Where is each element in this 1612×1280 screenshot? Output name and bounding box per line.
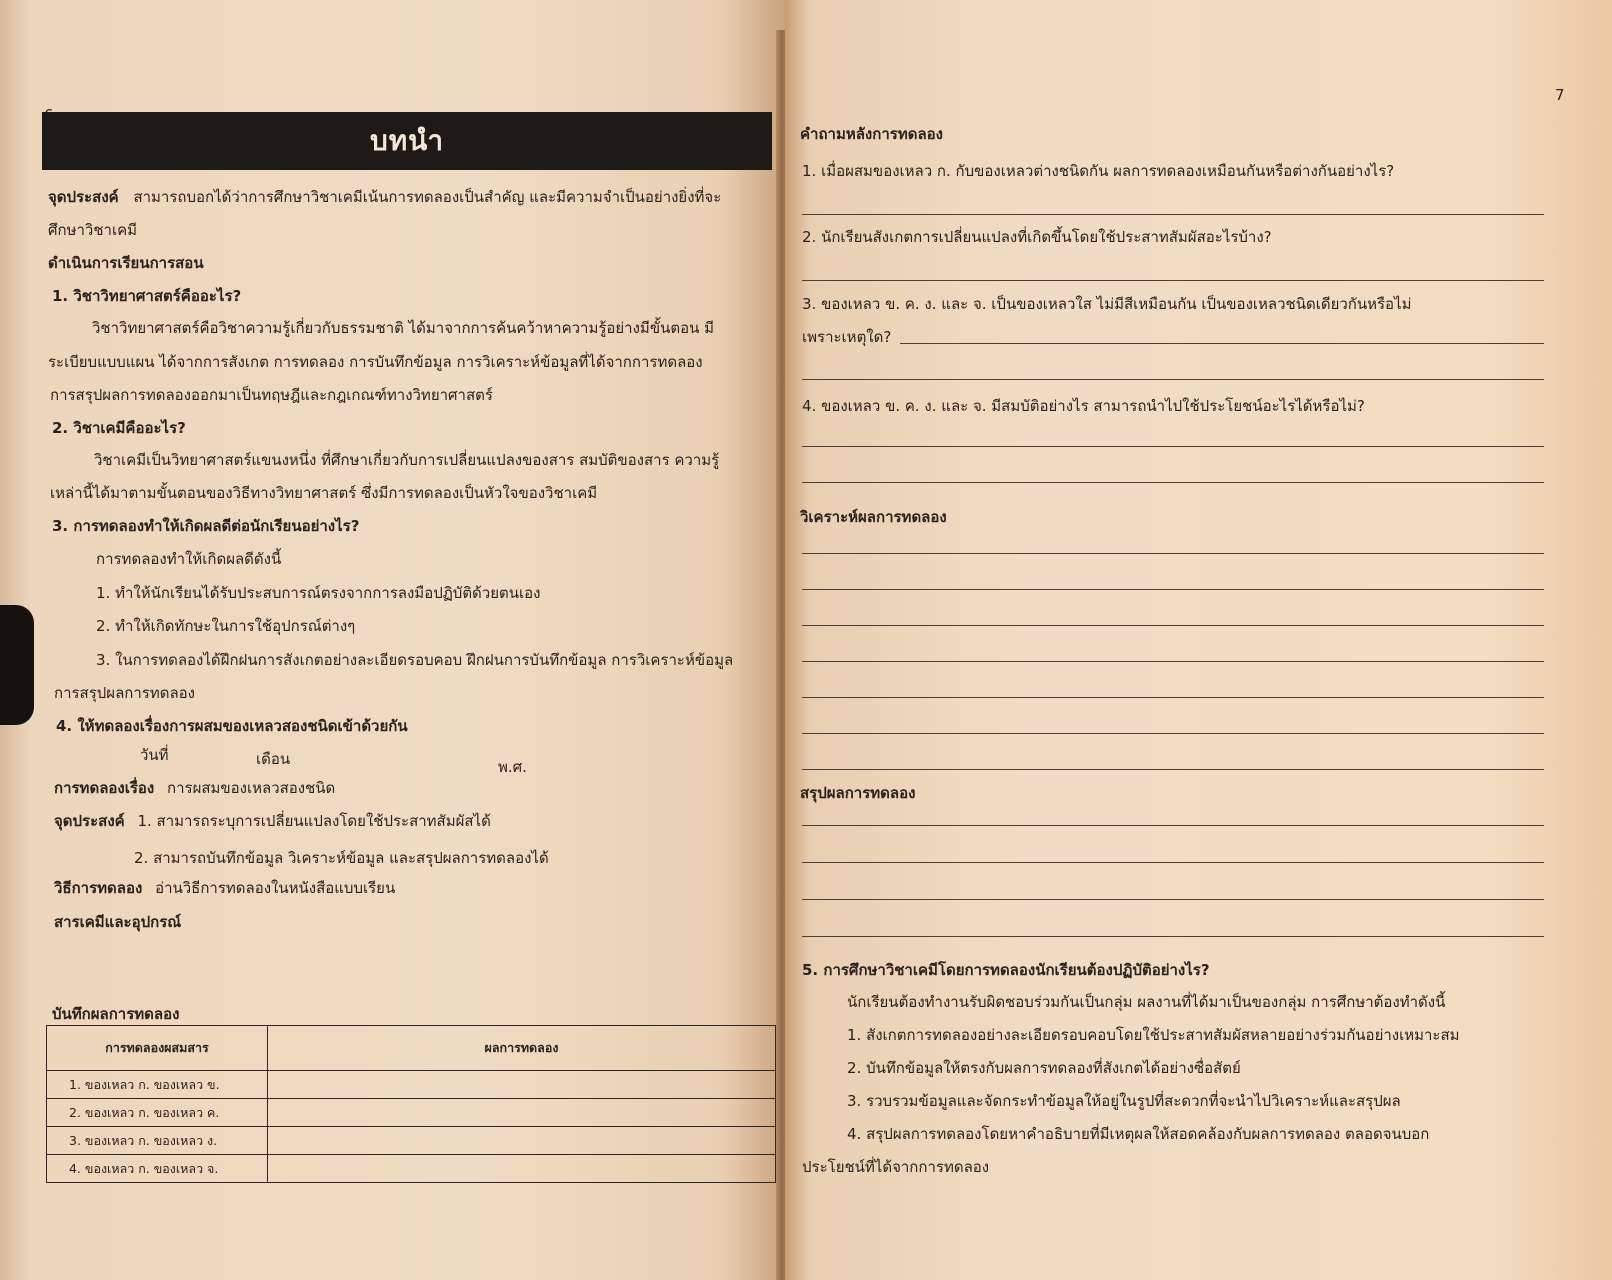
results-table [46, 1025, 776, 1183]
q5-intro: นักเรียนต้องทำงานรับผิดชอบร่วมกันเป็นกลุ่ม ผลงานที่ได้มาเป็นของกลุ่ม การศึกษาต้องทำดังนี้ [847, 993, 1446, 1011]
objective-2: 2. สามารถบันทึกข้อมูล วิเคราะห์ข้อมูล และสรุปผลการทดลองได้ [134, 849, 549, 867]
table-header-result: ผลการทดลอง [268, 1026, 776, 1071]
table-header-mix: การทดลองผสมสาร [47, 1026, 268, 1071]
table-row [47, 1071, 776, 1099]
answer-line[interactable] [802, 625, 1544, 626]
table-cell-mix: 2. ของเหลว ก. ของเหลว ค. [47, 1099, 268, 1127]
q3-item-1: 1. ทำให้นักเรียนได้รับประสบการณ์ตรงจากการลงมือปฏิบัติด้วยตนเอง [96, 584, 541, 602]
date-year-label: พ.ศ. [498, 758, 527, 776]
answer-line[interactable] [802, 553, 1544, 554]
left-page [0, 0, 785, 1280]
post-question-4: 4. ของเหลว ข. ค. ง. และ จ. มีสมบัติอย่างไร สามารถนำไปใช้ประโยชน์อะไรได้หรือไม่? [802, 397, 1365, 415]
date-day-label: วันที่ [140, 746, 169, 764]
conclude-heading: สรุปผลการทดลอง [800, 784, 916, 802]
table-row [47, 1127, 776, 1155]
answer-line[interactable] [802, 280, 1544, 281]
q3-item-2: 2. ทำให้เกิดทักษะในการใช้อุปกรณ์ต่างๆ [96, 617, 356, 635]
post-questions-heading: คำถามหลังการทดลอง [800, 125, 943, 143]
q2-heading: 2. วิชาเคมีคืออะไร? [52, 419, 186, 437]
table-cell-mix: 1. ของเหลว ก. ของเหลว ข. [47, 1071, 268, 1099]
objective-1: 1. สามารถระบุการเปลี่ยนแปลงโดยใช้ประสาทสัมผัสได้ [137, 812, 491, 830]
answer-line[interactable] [802, 697, 1544, 698]
method-text: อ่านวิธีการทดลองในหนังสือแบบเรียน [155, 879, 396, 897]
table-cell-result[interactable] [268, 1071, 776, 1099]
page-number: 7 [1555, 86, 1565, 104]
post-question-3: 3. ของเหลว ข. ค. ง. และ จ. เป็นของเหลวใส ไม่มีสีเหมือนกัน เป็นของเหลวชนิดเดียวกันหรือไม่ [802, 295, 1412, 313]
q3-item-3-cont: การสรุปผลการทดลอง [54, 684, 195, 702]
analyze-heading: วิเคราะห์ผลการทดลอง [800, 508, 947, 526]
purpose-line [48, 187, 721, 207]
table-row [47, 1155, 776, 1183]
answer-line[interactable] [802, 936, 1544, 937]
answer-line[interactable] [802, 214, 1544, 215]
method-label: วิธีการทดลอง [54, 879, 143, 897]
q3-heading: 3. การทดลองทำให้เกิดผลดีต่อนักเรียนอย่างไร? [52, 517, 360, 535]
answer-line[interactable] [802, 769, 1544, 770]
answer-line[interactable] [900, 343, 1544, 344]
q1-paragraph-1: วิชาวิทยาศาสตร์คือวิชาความรู้เกี่ยวกับธรรมชาติ ได้มาจากการค้นคว้าหาความรู้อย่างมีขั้นตอน มี [92, 319, 714, 337]
right-page [785, 0, 1612, 1280]
record-heading: บันทึกผลการทดลอง [52, 1005, 180, 1023]
objective-line [54, 811, 491, 831]
answer-line[interactable] [802, 446, 1544, 447]
post-question-2: 2. นักเรียนสังเกตการเปลี่ยนแปลงที่เกิดขึ้นโดยใช้ประสาทสัมผัสอะไรบ้าง? [802, 228, 1272, 246]
table-header-row [47, 1026, 776, 1071]
answer-line[interactable] [802, 862, 1544, 863]
table-cell-mix: 3. ของเหลว ก. ของเหลว ง. [47, 1127, 268, 1155]
q5-item-3: 3. รวบรวมข้อมูลและจัดกระทำข้อมูลให้อยู่ในรูปที่สะดวกที่จะนำไปวิเคราะห์และสรุปผล [847, 1092, 1401, 1110]
answer-line[interactable] [802, 379, 1544, 380]
answer-line[interactable] [802, 899, 1544, 900]
q5-item-1: 1. สังเกตการทดลองอย่างละเอียดรอบคอบโดยใช้ประสาทสัมผัสหลายอย่างร่วมกันอย่างเหมาะสม [847, 1026, 1460, 1044]
answer-line[interactable] [802, 482, 1544, 483]
post-question-1: 1. เมื่อผสมของเหลว ก. กับของเหลวต่างชนิดกัน ผลการทดลองเหมือนกันหรือต่างกันอย่างไร? [802, 162, 1395, 180]
answer-line[interactable] [802, 733, 1544, 734]
chapter-banner: บทนำ [42, 112, 772, 170]
q1-heading: 1. วิชาวิทยาศาสตร์คืออะไร? [52, 287, 242, 305]
q3-intro: การทดลองทำให้เกิดผลดีดังนี้ [96, 550, 282, 568]
experiment-label: การทดลองเรื่อง [54, 779, 155, 797]
date-month-label: เดือน [256, 750, 291, 768]
post-question-3-cont: เพราะเหตุใด? [802, 328, 892, 346]
experiment-line [54, 778, 335, 798]
q1-paragraph-2: ระเบียบแบบแผน ได้จากการสังเกต การทดลอง การบันทึกข้อมูล การวิเคราะห์ข้อมูลที่ได้จากการทดลอง [48, 353, 703, 371]
q1-paragraph-3: การสรุปผลการทดลองออกมาเป็นทฤษฎีและกฎเกณฑ์ทางวิทยาศาสตร์ [50, 386, 493, 404]
binder-clip [0, 605, 34, 725]
table-cell-result[interactable] [268, 1127, 776, 1155]
q2-paragraph-1: วิชาเคมีเป็นวิทยาศาสตร์แขนงหนึ่ง ที่ศึกษาเกี่ยวกับการเปลี่ยนแปลงของสาร สมบัติของสาร ความรู้ [94, 451, 720, 469]
q5-item-4: 4. สรุปผลการทดลองโดยหาคำอธิบายที่มีเหตุผลให้สอดคล้องกับผลการทดลอง ตลอดจนบอก [847, 1125, 1430, 1143]
purpose-text-cont: ศึกษาวิชาเคมี [48, 221, 137, 239]
q2-paragraph-2: เหล่านี้ได้มาตามขั้นตอนของวิธีทางวิทยาศาสตร์ ซึ่งมีการทดลองเป็นหัวใจของวิชาเคมี [50, 484, 598, 502]
q5-item-4-cont: ประโยชน์ที่ได้จากการทดลอง [802, 1158, 990, 1176]
table-row [47, 1099, 776, 1127]
objective-label: จุดประสงค์ [54, 812, 125, 830]
answer-line[interactable] [802, 825, 1544, 826]
answer-line[interactable] [802, 661, 1544, 662]
method-line [54, 878, 395, 898]
process-heading: ดำเนินการเรียนการสอน [48, 254, 204, 272]
q4-heading: 4. ให้ทดลองเรื่องการผสมของเหลวสองชนิดเข้าด้วยกัน [56, 717, 408, 735]
q5-item-2: 2. บันทึกข้อมูลให้ตรงกับผลการทดลองที่สังเกตได้อย่างซื่อสัตย์ [847, 1059, 1241, 1077]
materials-heading: สารเคมีและอุปกรณ์ [54, 913, 182, 931]
q3-item-3: 3. ในการทดลองได้ฝึกฝนการสังเกตอย่างละเอียดรอบคอบ ฝึกฝนการบันทึกข้อมูล การวิเคราะห์ข้อมูล [96, 651, 734, 669]
experiment-title: การผสมของเหลวสองชนิด [167, 779, 336, 797]
table-cell-result[interactable] [268, 1099, 776, 1127]
q5-heading: 5. การศึกษาวิชาเคมีโดยการทดลองนักเรียนต้องปฏิบัติอย่างไร? [802, 961, 1210, 979]
table-cell-mix: 4. ของเหลว ก. ของเหลว จ. [47, 1155, 268, 1183]
purpose-label: จุดประสงค์ [48, 188, 119, 206]
purpose-text: สามารถบอกได้ว่าการศึกษาวิชาเคมีเน้นการทดลองเป็นสำคัญ และมีความจำเป็นอย่างยิ่งที่จะ [133, 188, 722, 206]
table-cell-result[interactable] [268, 1155, 776, 1183]
answer-line[interactable] [802, 589, 1544, 590]
